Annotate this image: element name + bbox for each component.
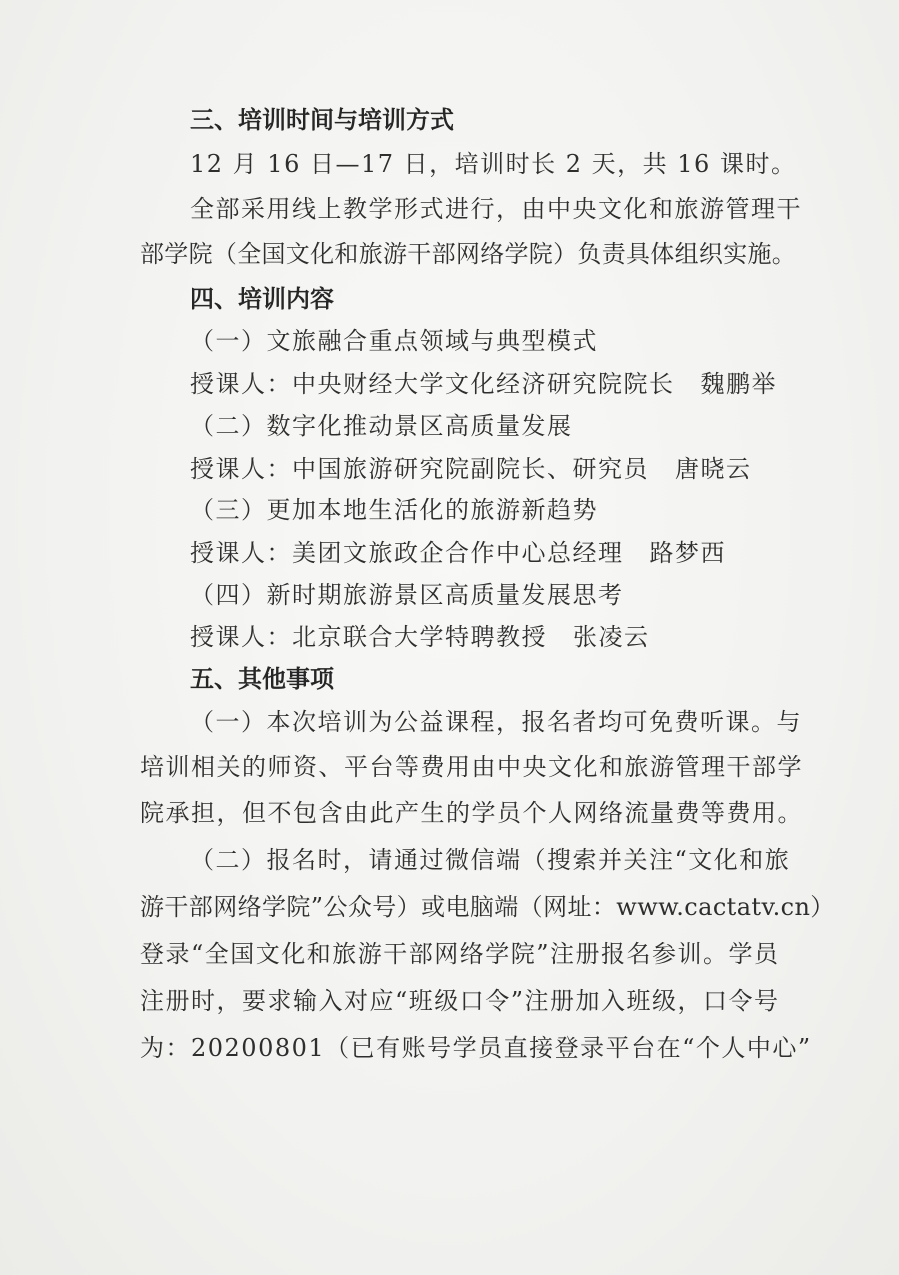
paragraph-online-line-1: 全部采用线上教学形式进行，由中央文化和旅游管理干 (190, 195, 802, 223)
paragraph-registration-line-1: （二）报名时，请通过微信端（搜索并关注“文化和旅 (190, 846, 791, 874)
paragraph-free-course-line-3: 院承担，但不包含由此产生的学员个人网络流量费等费用。 (140, 799, 803, 827)
paragraph-free-course-line-1: （一）本次培训为公益课程，报名者均可免费听课。与 (190, 708, 802, 736)
course-title-3: （三）更加本地生活化的旅游新趋势 (190, 496, 598, 524)
section-heading-training-time: 三、培训时间与培训方式 (190, 106, 454, 134)
paragraph-free-course-line-2: 培训相关的师资、平台等费用由中央文化和旅游管理干部学 (140, 753, 803, 781)
course-lecturer-4 (190, 621, 650, 653)
lecturer-name-4: 张凌云 (573, 623, 650, 651)
paragraph-training-dates: 12 月 16 日—17 日，培训时长 2 天，共 16 课时。 (190, 150, 797, 178)
lecturer-name-1: 魏鹏举 (700, 370, 777, 398)
paragraph-registration-line-5: 为：20200801（已有账号学员直接登录平台在“个人中心” (140, 1034, 812, 1062)
lecturer-label-1: 授课人：中央财经大学文化经济研究院院长 (190, 370, 675, 398)
section-heading-training-content: 四、培训内容 (190, 285, 334, 313)
course-title-4: （四）新时期旅游景区高质量发展思考 (190, 581, 624, 609)
course-lecturer-1 (190, 368, 777, 400)
paragraph-registration-line-2: 游干部网络学院”公众号）或电脑端（网址：www.cactatv.cn） (140, 893, 835, 921)
course-title-2: （二）数字化推动景区高质量发展 (190, 412, 573, 440)
lecturer-label-2: 授课人：中国旅游研究院副院长、研究员 (190, 455, 649, 483)
section-heading-other-matters: 五、其他事项 (190, 665, 334, 693)
course-lecturer-3 (190, 537, 726, 569)
paragraph-registration-line-3: 登录“全国文化和旅游干部网络学院”注册报名参训。学员 (140, 940, 780, 968)
paragraph-registration-line-4: 注册时，要求输入对应“班级口令”注册加入班级，口令号 (140, 987, 780, 1015)
paragraph-online-line-2: 部学院（全国文化和旅游干部网络学院）负责具体组织实施。 (140, 240, 797, 268)
course-title-1: （一）文旅融合重点领域与典型模式 (190, 327, 598, 355)
lecturer-label-4: 授课人：北京联合大学特聘教授 (190, 623, 547, 651)
lecturer-name-3: 路梦西 (649, 539, 726, 567)
lecturer-name-2: 唐晓云 (675, 455, 752, 483)
lecturer-label-3: 授课人：美团文旅政企合作中心总经理 (190, 539, 624, 567)
course-lecturer-2 (190, 453, 752, 485)
